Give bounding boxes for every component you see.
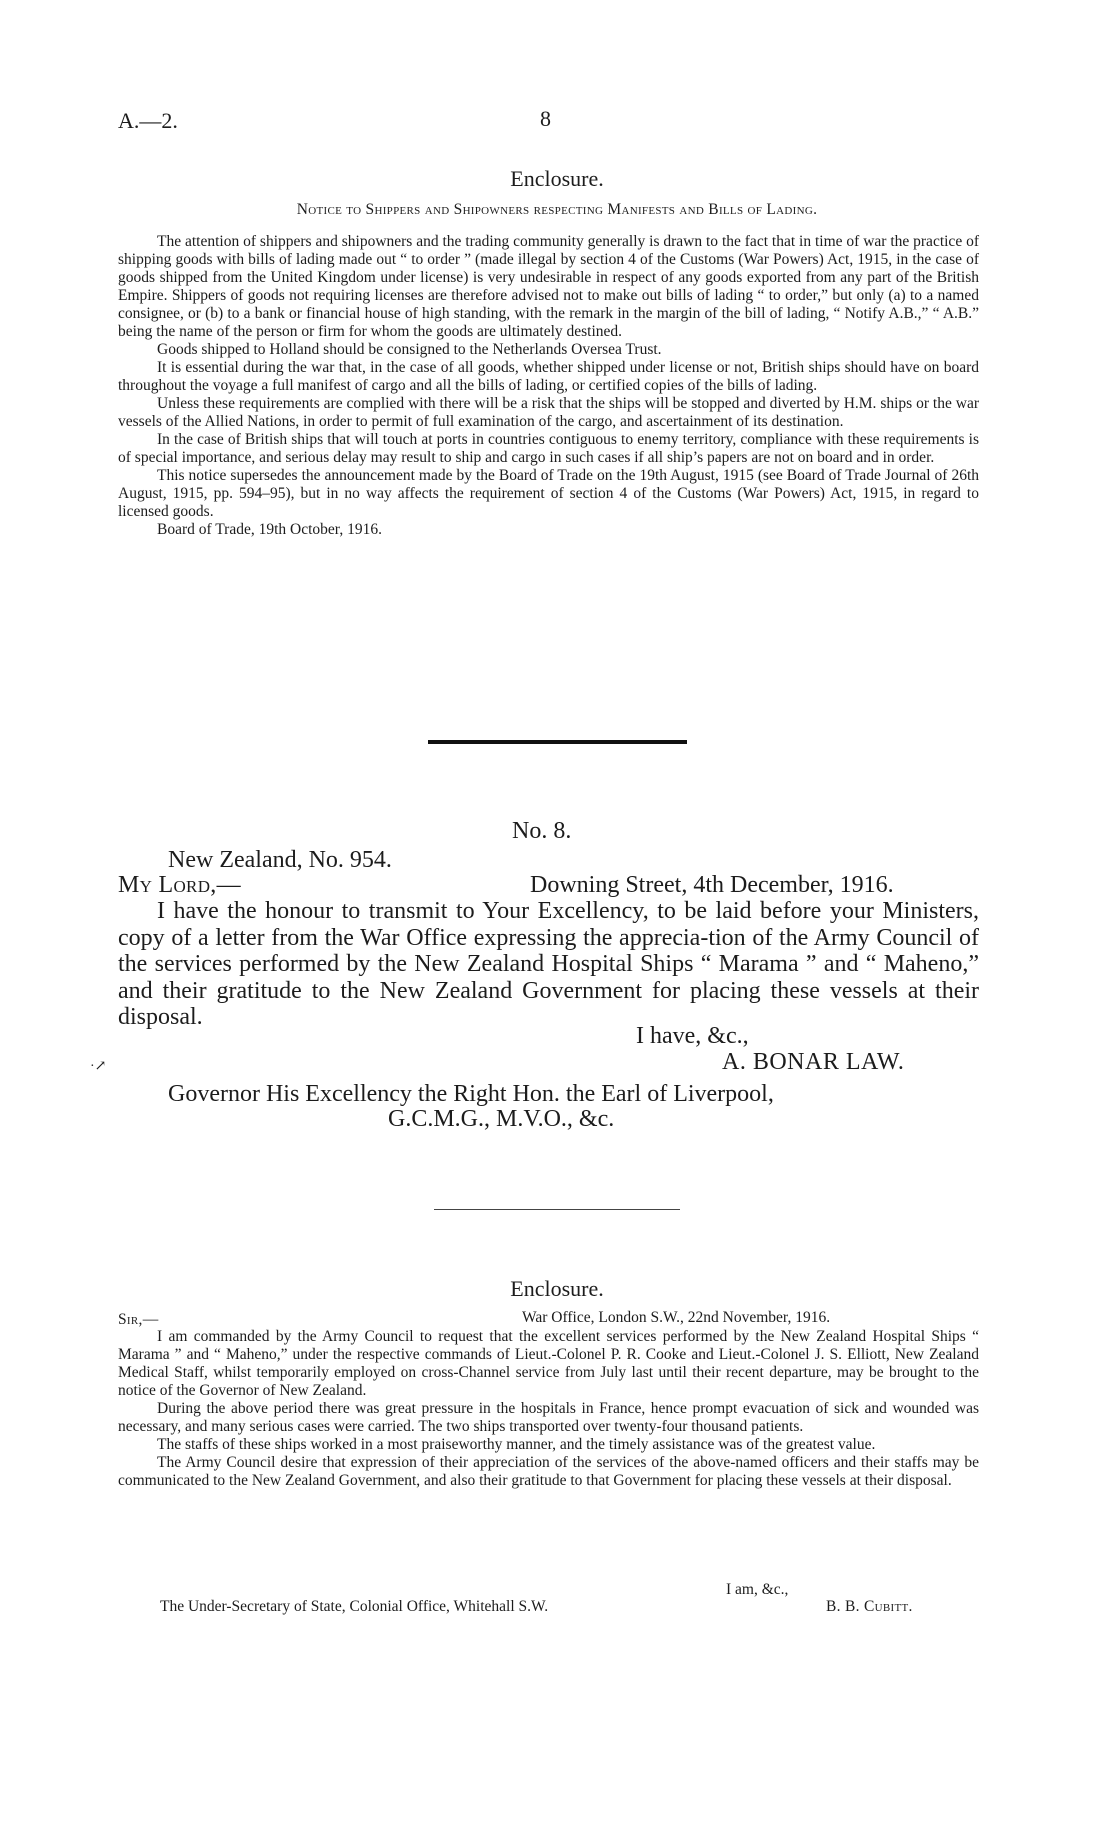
letter-signature: A. BONAR LAW. [722, 1049, 905, 1075]
letter-addressee: Governor His Excellency the Right Hon. the Earl of Liverpool, [168, 1081, 774, 1107]
section-divider [434, 1209, 680, 1210]
page-number: 8 [540, 106, 551, 131]
letter-place-date: Downing Street, 4th December, 1916. [530, 872, 894, 898]
letter-closing: I have, &c., [636, 1023, 749, 1049]
enclosure-addressee: The Under-Secretary of State, Colonial Office, Whitehall S.W. [160, 1598, 549, 1615]
letter-paragraph: During the above period there was great pressure in the hospitals in France, hence prompt evacuation of sick and wounded was necessary, and many serious cases were carried. The two ships transported over twenty-four thousand patients. [118, 1400, 979, 1435]
letter-paragraph: I have the honour to transmit to Your Excellency, to be laid before your Ministers, copy of a letter from the War Office expressing the apprecia-tion of the Army Council of the services performed by the New Zealand Hospital Ships “ Marama ” and “ Maheno,” and their gratitude to the New Zealand Government for placing these vessels at their disposal. [118, 898, 979, 1030]
margin-mark: ·↗ [90, 1059, 107, 1074]
enclosure-heading: Enclosure. [510, 166, 604, 191]
notice-signoff: Board of Trade, 19th October, 1916. [157, 521, 382, 538]
enclosure-signature: B. B. Cubitt. [826, 1598, 913, 1615]
letter-body [118, 898, 979, 1031]
enclosure-closing: I am, &c., [726, 1581, 789, 1598]
enclosure-salutation: Sir,— [118, 1311, 159, 1328]
enclosure-heading: Enclosure. [510, 1276, 604, 1301]
notice-paragraph: In the case of British ships that will touch at ports in countries contiguous to enemy territory, compliance with these requirements is of special importance, and serious delay may result to ship and cargo in such cases if all ship’s papers are not on board and in order. [118, 431, 979, 466]
notice-paragraph: This notice supersedes the announcement made by the Board of Trade on the 19th August, 1915 (see Board of Trade Journal of 26th August, 1915, pp. 594–95), but in no way affects the requirement of section 4 of the Customs (War Powers) Act, 1915, in regard to licensed goods. [118, 467, 979, 520]
notice-paragraph: The attention of shippers and shipowners and the trading community generally is drawn to the fact that in time of war the practice of shipping goods with bills of lading made out “ to order ” (made illegal by section 4 of the Customs (War Powers) Act, 1915, in the case of goods shipped from the United Kingdom under license) is very undesirable in respect of any goods exported from any part of the British Empire. Shippers of goods not requiring licenses are therefore advised not to make out bills of lading “ to order,” but only (a) to a named consignee, or (b) to a bank or financial house of high standing, with the remark in the margin of the bill of lading, “ Notify A.B.,” “ A.B.” being the name of the person or firm for whom the goods are ultimately destined. [118, 233, 979, 340]
letter-paragraph: I am commanded by the Army Council to request that the excellent services performed by the New Zealand Hospital Ships “ Marama ” and “ Maheno,” under the respective commands of Lieut.-Colonel P. R. Cooke and Lieut.-Colonel J. S. Elliott, New Zealand Medical Staff, whilst temporarily employed on cross-Channel service from July last until their recent departure, may be brought to the notice of the Governor of New Zealand. [118, 1328, 979, 1399]
notice-paragraph: Goods shipped to Holland should be consigned to the Netherlands Oversea Trust. [157, 341, 662, 358]
section-divider [428, 740, 687, 744]
notice-title: Notice to Shippers and Shipowners respecting Manifests and Bills of Lading. [296, 201, 818, 218]
letter-paragraph: The Army Council desire that expression of their appreciation of the services of the above-named officers and their staffs may be communicated to the New Zealand Government, and also their gratitude to that Government for placing these vessels at their disposal. [118, 1454, 979, 1489]
enclosure-place-date: War Office, London S.W., 22nd November, 1916. [522, 1309, 831, 1326]
letter-reference: New Zealand, No. 954. [168, 847, 392, 873]
letter-paragraph: The staffs of these ships worked in a most praiseworthy manner, and the timely assistance was of the greatest value. [157, 1436, 876, 1453]
document-reference: A.—2. [118, 108, 178, 133]
notice-paragraph: Unless these requirements are complied with there will be a risk that the ships will be stopped and diverted by H.M. ships or the war vessels of the Allied Nations, in order to permit of full examination of the cargo, and ascertainment of its destination. [118, 395, 979, 430]
notice-body [118, 233, 979, 539]
letter-salutation: My Lord,— [118, 872, 241, 898]
war-office-letter-body [118, 1328, 979, 1490]
letter-number: No. 8. [512, 818, 572, 844]
letter-addressee-honours: G.C.M.G., M.V.O., &c. [388, 1106, 615, 1132]
notice-paragraph: It is essential during the war that, in the case of all goods, whether shipped under license or not, British ships should have on board throughout the voyage a full manifest of cargo and all the bills of lading, or certified copies of the bills of lading. [118, 359, 979, 394]
